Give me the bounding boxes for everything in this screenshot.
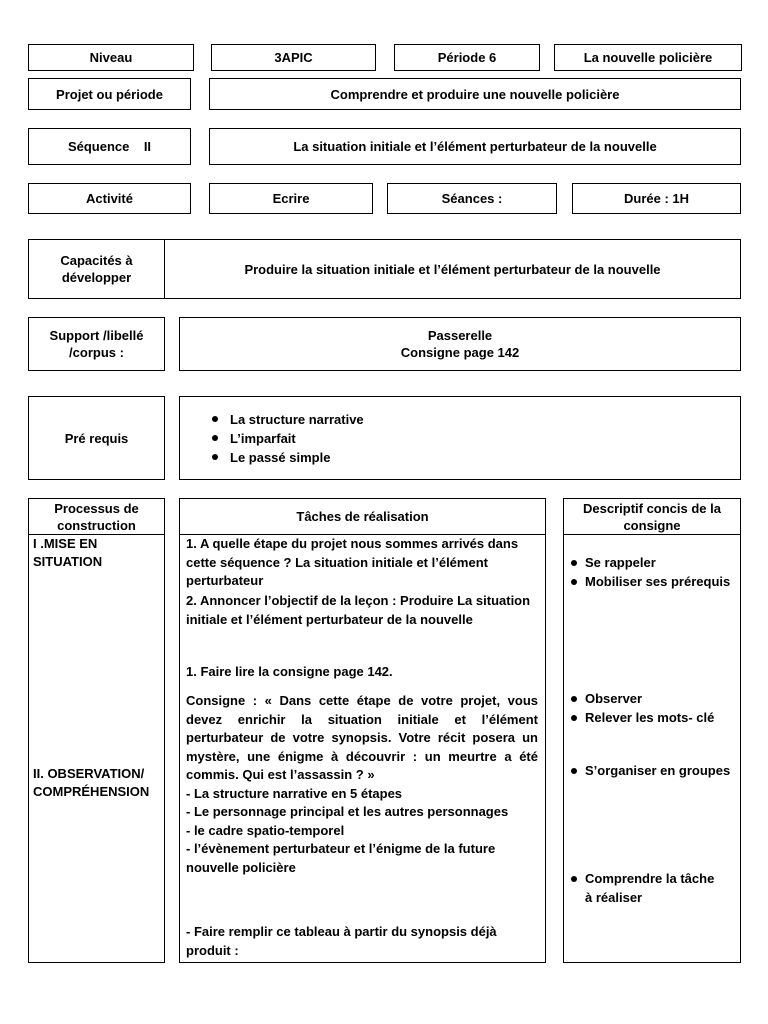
col1-header xyxy=(34,499,159,534)
col2-header xyxy=(180,499,545,534)
observation-comprehension xyxy=(33,765,149,801)
projet-label-cell xyxy=(28,78,191,110)
list-item: Observer xyxy=(565,690,735,709)
prerequis-label: Pré requis xyxy=(64,430,129,446)
task-step3 xyxy=(186,663,538,682)
task-final-text: - Faire remplir ce tableau à partir du synopsis déjà produit : xyxy=(186,924,497,958)
descriptif-group4 xyxy=(565,870,715,907)
dash-item: - le cadre spatio-temporel xyxy=(186,822,345,838)
projet-label: Projet ou période xyxy=(56,86,163,102)
niveau-label: Niveau xyxy=(89,50,133,65)
theme: La nouvelle policière xyxy=(583,50,713,65)
list-item: Mobiliser ses prérequis xyxy=(565,573,735,592)
task-step2 xyxy=(186,592,538,629)
col2-header-text: Tâches de réalisation xyxy=(296,509,429,524)
task-step2-text: 2. Annoncer l’objectif de la leçon : Produire La situation initiale et l’élément perturbateur de la nouvelle xyxy=(186,593,531,627)
periode: Période 6 xyxy=(437,50,497,65)
activite-value-cell xyxy=(209,183,373,214)
periode-cell xyxy=(394,44,540,71)
descriptif-group1 xyxy=(565,554,735,591)
prerequis-list xyxy=(208,410,364,467)
col3-header-text: Descriptif concis de la consigne xyxy=(583,500,721,533)
niveau-label-cell xyxy=(28,44,194,71)
duree: Durée : 1H xyxy=(623,191,690,206)
sequence-label-cell xyxy=(28,128,191,165)
list-item: S’organiser en groupes xyxy=(565,762,735,781)
dash-item: - La structure narrative en 5 étapes xyxy=(186,785,403,801)
col3-header-divider xyxy=(563,534,741,535)
dash-item: - l’évènement perturbateur et l’énigme de la future nouvelle policière xyxy=(186,841,496,875)
capacites-label-cell xyxy=(28,239,165,299)
capacites-label-line1: Capacités à xyxy=(60,253,133,268)
activite-label: Activité xyxy=(86,191,133,206)
support-label-line1: Support /libellé xyxy=(49,328,144,343)
list-item: Relever les mots- clé xyxy=(565,709,735,728)
mise-en-situation xyxy=(33,535,102,571)
seances: Séances : xyxy=(441,191,503,206)
mise-line2: SITUATION xyxy=(33,554,103,569)
descriptif-group3 xyxy=(565,762,735,781)
task-final xyxy=(186,923,538,960)
mise-line1: I .MISE EN xyxy=(33,536,98,551)
col1-header-text: Processus de construction xyxy=(54,500,139,533)
projet-value: Comprendre et produire une nouvelle policière xyxy=(330,86,620,102)
prerequis-label-cell xyxy=(28,396,165,480)
list-item: Le passé simple xyxy=(208,448,364,467)
seances-cell xyxy=(387,183,557,214)
task-step1 xyxy=(186,535,538,591)
projet-value-cell xyxy=(209,78,741,110)
capacites-label-line2: développer xyxy=(61,270,132,285)
theme-cell xyxy=(554,44,742,71)
sequence-label: Séquence II xyxy=(67,139,152,154)
sequence-value-cell xyxy=(209,128,741,165)
niveau-value: 3APIC xyxy=(274,50,313,65)
list-item: L’imparfait xyxy=(208,429,364,448)
capacites-value-cell xyxy=(164,239,741,299)
dash-item: - Le personnage principal et les autres personnages xyxy=(186,804,509,819)
task-step1-text: 1. A quelle étape du projet nous sommes arrivés dans cette séquence ? La situation initiale et l’élément perturbateur xyxy=(186,536,519,588)
activite-label-cell xyxy=(28,183,191,214)
sequence-value: La situation initiale et l’élément perturbateur de la nouvelle xyxy=(293,139,657,154)
capacites-value: Produire la situation initiale et l’élément perturbateur de la nouvelle xyxy=(244,261,661,277)
support-value-line2: Consigne page 142 xyxy=(400,345,520,360)
consigne-block xyxy=(186,692,538,877)
support-label-cell xyxy=(28,317,165,371)
col3-header xyxy=(569,499,735,534)
list-item: La structure narrative xyxy=(208,410,364,429)
obs-line2: COMPRÉHENSION xyxy=(33,784,150,799)
consigne-text: Consigne : « Dans cette étape de votre projet, vous devez enrichir la situation initiale et l’élément perturbateur de votre synopsis. Votre récit posera un mystère, une énigme à découvrir : un meurtre a été commis. Qui est l’assassin ? » xyxy=(186,693,538,782)
obs-line1: II. OBSERVATION/ xyxy=(33,766,145,781)
prerequis-value-cell xyxy=(179,396,741,480)
support-value-line1: Passerelle xyxy=(427,328,493,343)
activite-value: Ecrire xyxy=(272,191,310,206)
task-step3-text: 1. Faire lire la consigne page 142. xyxy=(186,664,393,679)
list-item: Comprendre la tâche à réaliser xyxy=(565,870,715,907)
duree-cell xyxy=(572,183,741,214)
niveau-value-cell xyxy=(211,44,376,71)
support-value-cell xyxy=(179,317,741,371)
support-label-line2: /corpus : xyxy=(69,345,124,360)
descriptif-group2 xyxy=(565,690,735,727)
list-item: Se rappeler xyxy=(565,554,735,573)
